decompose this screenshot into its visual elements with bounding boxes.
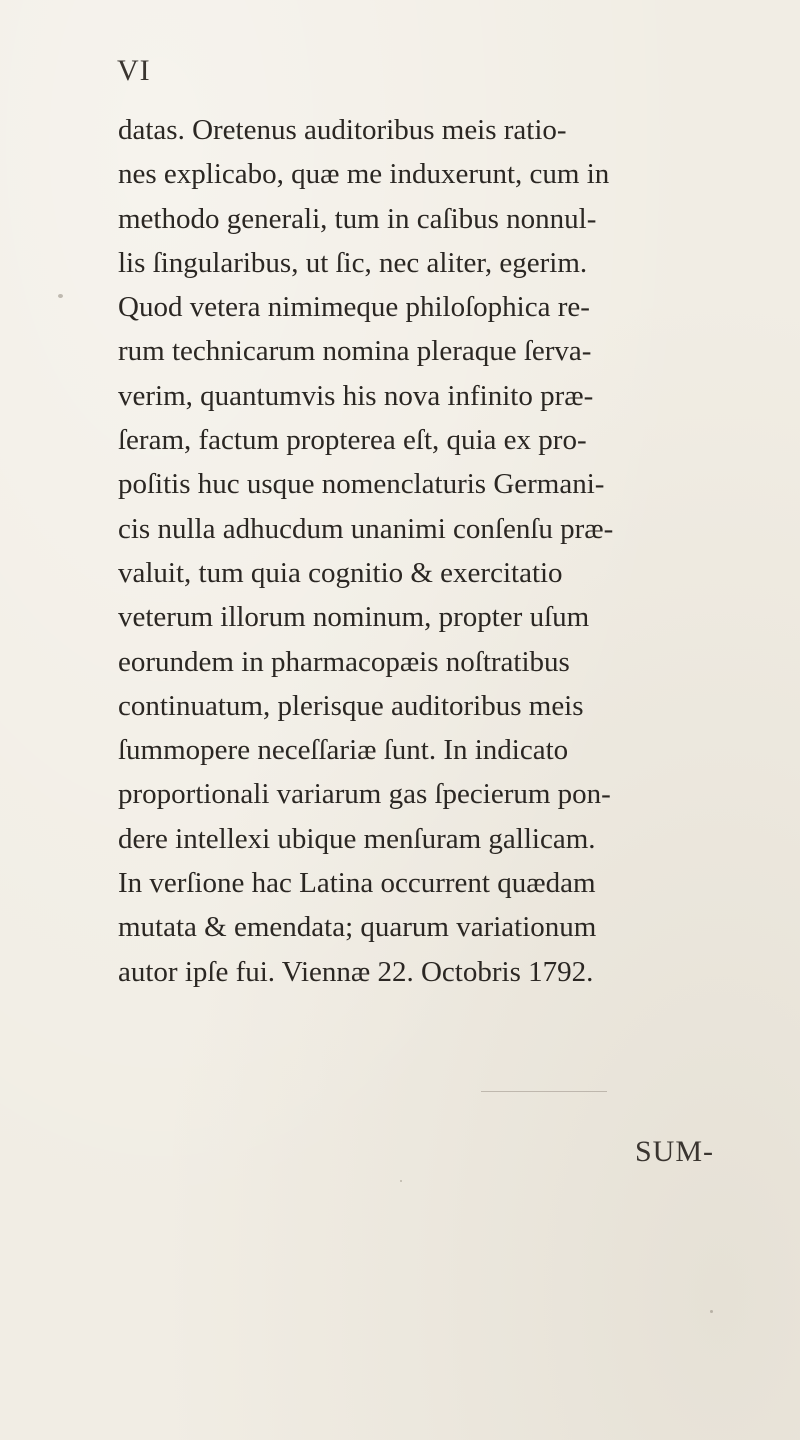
text-line: continuatum, plerisque auditoribus meis <box>118 689 584 722</box>
text-line: ſummopere neceſſariæ ſunt. In indicato <box>118 734 569 767</box>
text-line: nes explicabo, quæ me induxerunt, cum in <box>118 158 610 191</box>
text-line: poſitis huc usque nomenclaturis Germani- <box>118 468 605 501</box>
text-line: In verſione hac Latina occurrent quædam <box>118 867 596 900</box>
text-line: datas. Oretenus auditoribus meis ratio- <box>118 114 567 146</box>
catchword: SUM- <box>635 1135 715 1168</box>
text-line: cis nulla adhucdum unanimi conſenſu præ- <box>118 512 614 545</box>
page-number: VI <box>117 54 151 87</box>
text-line: verim, quantumvis his nova infinito præ- <box>118 379 594 412</box>
body-text <box>118 108 718 994</box>
text-line: autor ipſe fui. Viennæ 22. Octobris 1792. <box>118 955 594 988</box>
text-line: ſeram, factum propterea eſt, quia ex pro- <box>118 424 587 457</box>
faint-rule-mark <box>481 1091 607 1092</box>
text-line: lis ſingularibus, ut ſic, nec aliter, egerim. <box>118 246 588 279</box>
text-line: methodo generali, tum in caſibus nonnul- <box>118 202 597 235</box>
text-line: Quod vetera nimimeque philoſophica re- <box>118 291 590 324</box>
text-line: veterum illorum nominum, propter uſum <box>118 601 590 634</box>
text-line: proportionali variarum gas ſpecierum pon- <box>118 778 611 811</box>
text-line: dere intellexi ubique menſuram gallicam. <box>118 822 596 855</box>
paper-speck <box>710 1310 713 1313</box>
text-line: eorundem in pharmacopæis noſtratibus <box>118 645 570 678</box>
text-line: valuit, tum quia cognitio & exercitatio <box>118 556 563 589</box>
text-line: mutata & emendata; quarum variationum <box>118 911 597 944</box>
paper-speck <box>58 294 63 298</box>
paper-speck <box>400 1180 402 1182</box>
text-line: rum technicarum nomina pleraque ſerva- <box>118 335 592 368</box>
